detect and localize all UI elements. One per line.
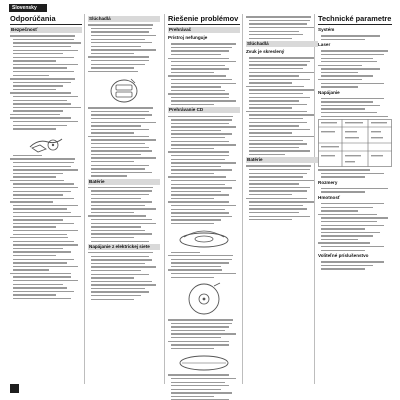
section-heading: Prehrávanie CD [168,107,240,113]
column-3 [168,14,240,400]
battery-insertion-illustration [107,75,141,105]
open-disc-lid-illustration [174,227,234,249]
problem-heading: Prístroj nefunguje [168,35,208,40]
column-divider [242,14,243,384]
column-1 [10,14,82,299]
column-title: Technické parametre [318,14,392,23]
page-marker [10,384,19,393]
section-heading: Bezpečnosť [10,27,82,33]
spec-heading: Hmotnosť [318,194,341,200]
section-heading: Batérie [246,157,318,163]
column-title: Riešenie problémov [168,14,239,23]
player-side-view-illustration [176,352,232,372]
section-tab: Slovensky [9,4,47,12]
section-heading: Slúchadlá [246,41,318,47]
section-heading: Slúchadlá [88,16,160,22]
section-heading: Batérie [88,179,160,185]
spec-table [318,119,392,167]
column-5 [318,14,392,270]
problem-heading: Zvuk je skreslený [246,49,285,55]
spec-heading: Voliteľné príslušenstvo [318,252,369,258]
column-divider [84,14,85,384]
column-divider [164,14,165,384]
spec-heading: Napájanie [318,89,340,95]
spec-heading: Rozmery [318,179,338,185]
column-title: Odporúčania [10,14,82,25]
column-2 [88,14,160,300]
disc-player-illustration [184,281,224,317]
section-heading: Prehrávač [168,27,240,33]
spec-heading: Laser [318,42,331,48]
spec-heading: Systém [318,27,335,32]
hand-holding-disc-illustration [26,133,66,153]
column-4 [246,14,318,220]
section-heading: Napájanie z elektrickej siete [88,244,160,250]
